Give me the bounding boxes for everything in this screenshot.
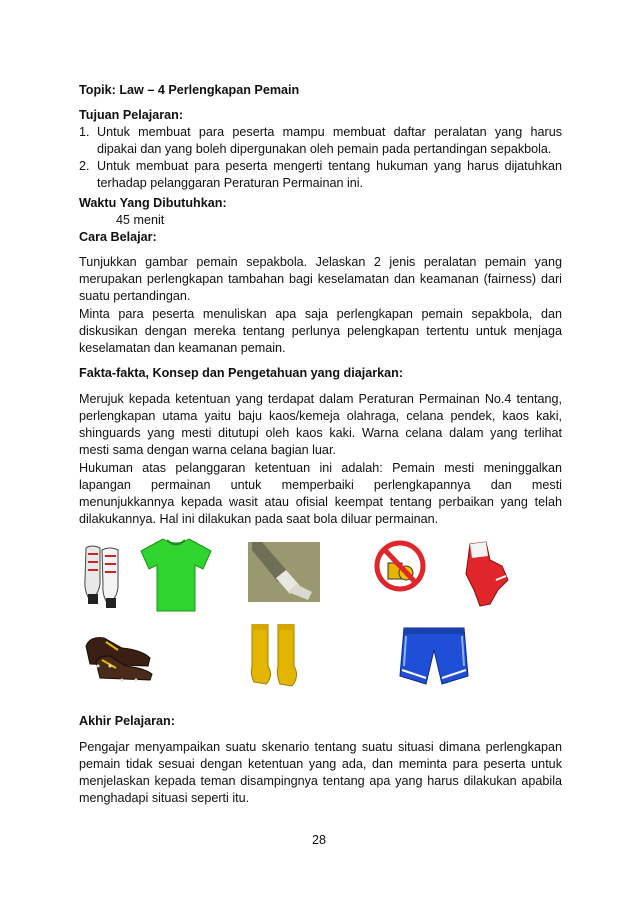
list-line: terhadap pelanggaran Peraturan Permainan ini. [97,176,364,190]
list-line: dipakai dan yang boleh dipergunakan oleh pemain pada pertandingan sepakbola. [97,142,552,156]
no-jewelry-sign-image [374,537,426,595]
shorts-image [398,626,470,688]
akhir-heading: Akhir Pelajaran: [79,714,175,728]
tujuan-heading: Tujuan Pelajaran: [79,108,184,122]
text-line: Minta para peserta menuliskan apa saja perlengkapan pemain sepakbola, dan [79,307,562,321]
text-line: lapangan permainan untuk memperbaiki perlengkapannya dan mesti [79,478,562,492]
text-line: Merujuk kepada ketentuan yang terdapat dalam Peraturan Permainan No.4 tentang, [79,392,562,406]
shinguard-closeup-image [248,542,320,602]
text-line: Tunjukkan gambar pemain sepakbola. Jelaskan 2 jenis peralatan pemain yang [79,255,562,269]
text-line: diskusikan dengan mereka tentang perlunya pelengkapan tertentu untuk menjaga [79,324,562,338]
list-item [79,158,562,192]
list-line: Untuk membuat para peserta mengerti tentang hukuman yang harus dijatuhkan [97,159,562,173]
cara-heading: Cara Belajar: [79,230,157,244]
text-line: keselamatan dan keamanan pemain. [79,341,286,355]
fakta-heading: Fakta-fakta, Konsep dan Pengetahuan yang diajarkan: [79,366,404,380]
text-line: menghadapi situasi seperti itu. [79,791,250,805]
text-line: menjelaskan kepada teman disampingnya tentang apa yang harus dilakukan apabila [79,774,562,788]
text-line: Hukuman atas pelanggaran ketentuan ini adalah: Pemain mesti meninggalkan [79,461,562,475]
page-number: 28 [311,833,326,847]
text-line: suatu pertandingan. [79,289,191,303]
fakta-paragraph-2 [79,460,562,528]
akhir-paragraph [79,739,562,807]
text-line: shinguards yang mesti ditutupi oleh kaos kaki. Warna celana dalam yang terlihat [79,426,562,440]
text-line: mesti sama dengan warna celana bagian luar. [79,443,336,457]
waktu-heading: Waktu Yang Dibutuhkan: [79,196,227,210]
text-line: Pengajar menyampaikan suatu skenario tentang suatu situasi dimana perlengkapan [79,740,562,754]
tujuan-list [79,124,562,192]
socks-image [248,624,304,688]
topic-title: Topik: Law – 4 Perlengkapan Pemain [79,83,300,97]
goalkeeper-glove-image [460,540,512,608]
text-line: perlengkapan utama yaitu baju kaos/kemeja olahraga, celana pendek, kaos kaki, [79,409,562,423]
waktu-value: 45 menit [116,213,165,227]
cara-paragraph-1 [79,254,562,305]
list-item [79,124,562,158]
list-line: Untuk membuat para peserta mampu membuat daftar peralatan yang harus [97,125,562,139]
list-number: 1. [79,125,90,139]
text-line: merupakan perlengkapan tambahan bagi keselamatan dan keamanan (fairness) dari [79,272,562,286]
cara-paragraph-2 [79,306,562,357]
fakta-paragraph-1 [79,391,562,459]
jersey-image [137,535,215,613]
list-number: 2. [79,159,90,173]
text-line: dilakukannya. Hal ini dilakukan pada saat bola diluar permainan. [79,512,439,526]
text-line: pemain tidak sesuai dengan ketentuan yang ada, dan meminta para peserta untuk [79,757,562,771]
shinguard-image [82,544,122,610]
text-line: menunjukkannya kepada wasit atau ofisial keempat tentang perbaikan yang telah [79,495,562,509]
football-boots-image [82,632,154,682]
